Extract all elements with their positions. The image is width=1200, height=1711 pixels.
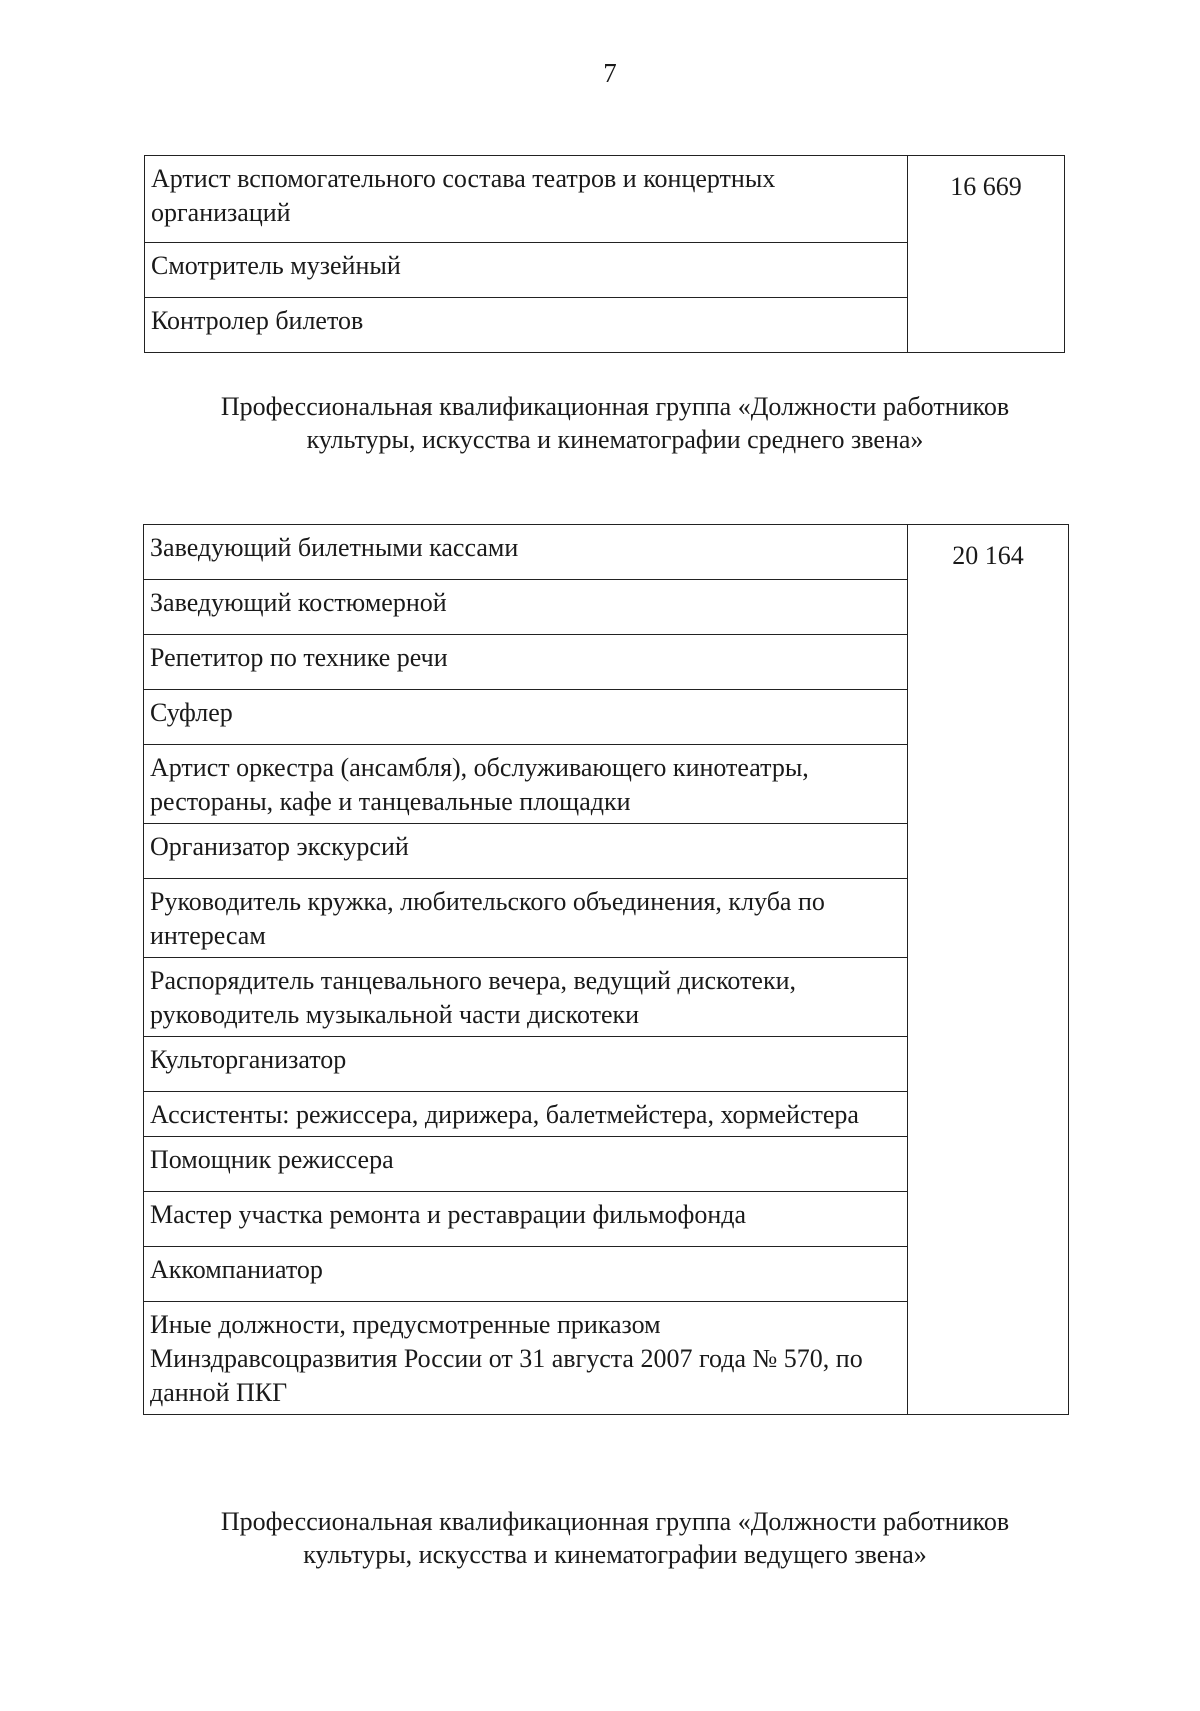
position-cell: Репетитор по технике речи	[144, 635, 908, 690]
position-cell: Иные должности, предусмотренные приказом Минздравсоцразвития России от 31 августа 2007 года № 570, по данной ПКГ	[144, 1302, 908, 1415]
position-cell: Смотритель музейный	[145, 243, 908, 298]
salary-cell: 20 164	[908, 525, 1069, 1415]
table-row	[145, 156, 1065, 243]
section-heading-middle-level: Профессиональная квалификационная группа «Должности работников культуры, искусства и кинематографии среднего звена»	[220, 392, 1010, 454]
position-cell: Артист оркестра (ансамбля), обслуживающего кинотеатры, рестораны, кафе и танцевальные площадки	[144, 745, 908, 824]
section-heading-senior-level: Профессиональная квалификационная группа «Должности работников культуры, искусства и кинематографии ведущего звена»	[220, 1507, 1010, 1569]
salary-cell: 16 669	[908, 156, 1065, 353]
salary-table-middle-level	[143, 524, 1069, 1415]
position-cell: Аккомпаниатор	[144, 1247, 908, 1302]
position-cell: Руководитель кружка, любительского объединения, клуба по интересам	[144, 879, 908, 958]
position-cell: Ассистенты: режиссера, дирижера, балетмейстера, хормейстера	[144, 1092, 908, 1137]
position-cell: Помощник режиссера	[144, 1137, 908, 1192]
position-cell: Организатор экскурсий	[144, 824, 908, 879]
position-cell: Заведующий костюмерной	[144, 580, 908, 635]
position-cell: Распорядитель танцевального вечера, ведущий дискотеки, руководитель музыкальной части дискотеки	[144, 958, 908, 1037]
table-row	[144, 525, 1069, 580]
position-cell: Мастер участка ремонта и реставрации фильмофонда	[144, 1192, 908, 1247]
salary-table-support-staff	[144, 155, 1065, 353]
page-number: 7	[603, 58, 617, 88]
position-cell: Артист вспомогательного состава театров и концертных организаций	[145, 156, 908, 243]
position-cell: Суфлер	[144, 690, 908, 745]
position-cell: Контролер билетов	[145, 298, 908, 353]
position-cell: Культорганизатор	[144, 1037, 908, 1092]
position-cell: Заведующий билетными кассами	[144, 525, 908, 580]
